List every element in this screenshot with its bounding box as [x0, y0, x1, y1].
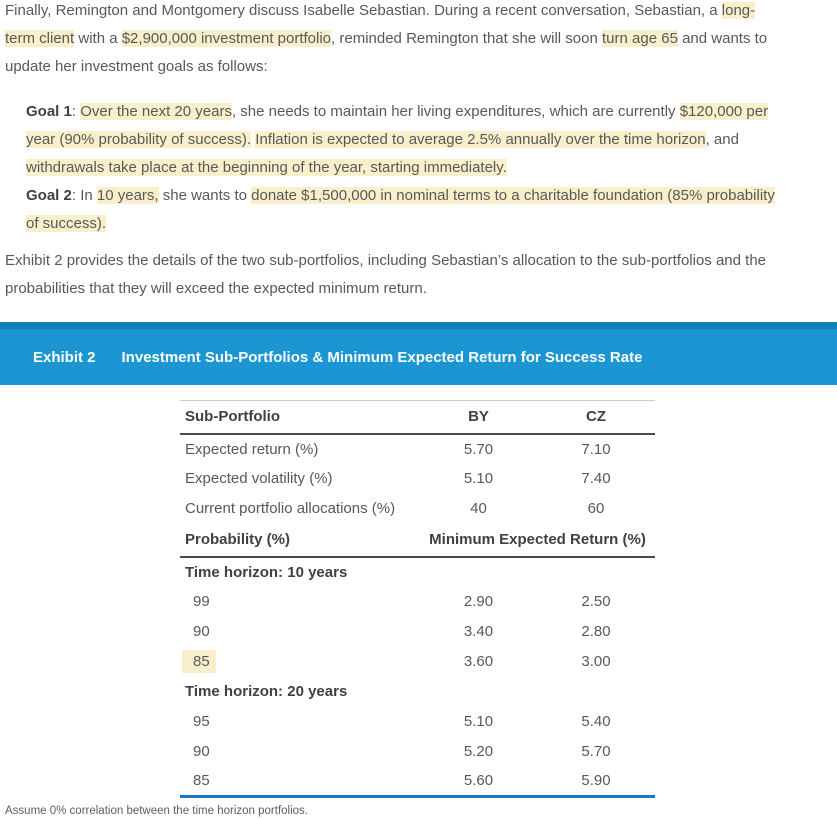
probability-value [180, 707, 420, 737]
probability-text: 90 [193, 623, 210, 640]
stat-value-by: 40 [470, 500, 487, 517]
text-segment: , and [705, 131, 739, 148]
exhibit-table [180, 400, 655, 798]
text-segment: Goal 2 [26, 187, 72, 204]
table-row [180, 767, 655, 797]
return-by: 3.40 [463, 623, 494, 640]
return-cz: 5.70 [581, 743, 611, 760]
highlighted-text-segment: donate $1,500,000 in nominal terms to a charitable foundation (85% probability [251, 187, 775, 204]
section-title: Time horizon: 10 years [185, 563, 348, 581]
stat-value-by: 5.70 [463, 440, 494, 458]
text-segment: Exhibit 2 provides the details of the two sub-portfolios, including Sebastian’s allocation to the sub-portfolios and the [5, 252, 767, 269]
stat-value-cz: 7.10 [581, 440, 611, 458]
text-segment: and wants to [677, 30, 768, 47]
probability-value [180, 767, 420, 797]
table-row [180, 464, 655, 494]
highlighted-text-segment: 10 years, [96, 187, 159, 204]
highlighted-text-segment: term client [5, 30, 75, 47]
text-segment: , she needs to maintain her living expenditures, which are currently [231, 103, 680, 120]
stat-value-cz: 7.40 [581, 470, 611, 487]
text-segment: Finally, Remington and Montgomery discuss Isabelle Sebastian. During a recent conversation, Sebastian, a [5, 2, 722, 19]
table-row [180, 737, 655, 767]
text-segment: probabilities that they will exceed the expected minimum return. [5, 280, 427, 297]
highlighted-text-segment: of success). [26, 215, 107, 232]
table-probability-header-row [180, 524, 655, 557]
section-title: Time horizon: 20 years [185, 683, 348, 700]
probability-value [180, 737, 420, 767]
stat-value-by: 5.10 [463, 470, 494, 487]
highlighted-text-segment: year (90% probability of success). [26, 131, 252, 148]
text-segment: , reminded Remington that she will soon [331, 30, 603, 47]
return-by: 5.60 [463, 772, 494, 790]
stat-label: Expected volatility (%) [185, 470, 333, 487]
text-segment: : [71, 103, 81, 120]
probability-value [180, 617, 420, 647]
probability-text-highlighted: 85 [182, 650, 216, 673]
table-column-header-row [180, 401, 655, 434]
probability-text: 85 [193, 772, 210, 790]
return-cz: 2.50 [581, 593, 611, 610]
return-cz: 5.40 [581, 713, 611, 730]
goals-block [26, 98, 837, 238]
exhibit-header-bar [0, 322, 837, 385]
probability-value-highlighted [180, 647, 420, 677]
exhibit-title: Investment Sub-Portfolios & Minimum Expected Return for Success Rate [121, 348, 643, 366]
return-cz: 3.00 [581, 653, 611, 670]
return-by: 5.10 [463, 713, 494, 730]
exhibit-label: Exhibit 2 [33, 348, 96, 366]
goal-2-paragraph [26, 182, 837, 238]
return-by: 2.90 [463, 593, 494, 610]
exhibit-intro-paragraph [5, 247, 837, 303]
intro-paragraph [5, 0, 837, 81]
col-header-sub-portfolio: Sub-Portfolio [185, 408, 280, 426]
goal-1-paragraph [26, 98, 837, 182]
return-by: 5.20 [463, 743, 494, 760]
probability-text: 95 [193, 713, 210, 730]
table-row [180, 434, 655, 464]
return-by: 3.60 [463, 653, 494, 670]
text-segment: : In [71, 187, 97, 204]
highlighted-text-segment: long- [721, 2, 756, 19]
table-row [180, 494, 655, 524]
text-segment: with a [74, 30, 122, 47]
table-footnote: Assume 0% correlation between the time horizon portfolios. [5, 805, 308, 817]
text-segment: she wants to [158, 187, 252, 204]
table-row [180, 647, 655, 677]
table-row [180, 707, 655, 737]
highlighted-text-segment: $2,900,000 investment portfolio [121, 30, 332, 47]
highlighted-text-segment: Inflation is expected to average 2.5% annually over the time horizon [255, 131, 706, 148]
return-cz: 5.90 [581, 772, 611, 790]
document-body [0, 0, 837, 303]
probability-text: 99 [193, 593, 210, 610]
highlighted-text-segment: withdrawals take place at the beginning of the year, starting immediately. [26, 159, 507, 176]
probability-header: Probability (%) [185, 531, 291, 548]
stat-label: Current portfolio allocations (%) [185, 500, 396, 517]
col-header-by: BY [468, 408, 489, 426]
stat-label: Expected return (%) [185, 440, 319, 458]
stat-value-cz: 60 [587, 500, 605, 517]
probability-text: 90 [193, 743, 210, 760]
highlighted-text-segment: Over the next 20 years [80, 103, 232, 120]
highlighted-text-segment: $120,000 per [679, 103, 769, 120]
highlighted-text-segment: turn age 65 [602, 30, 678, 47]
text-segment: Goal 1 [26, 103, 72, 120]
col-header-cz: CZ [586, 408, 606, 426]
section-row-20-years [180, 677, 655, 707]
text-segment: update her investment goals as follows: [5, 58, 268, 75]
table-row [180, 617, 655, 647]
min-expected-return-header: Minimum Expected Return (%) [429, 531, 646, 548]
probability-value [180, 587, 420, 617]
table-row [180, 587, 655, 617]
return-cz: 2.80 [581, 623, 611, 640]
section-row-10-years [180, 557, 655, 587]
